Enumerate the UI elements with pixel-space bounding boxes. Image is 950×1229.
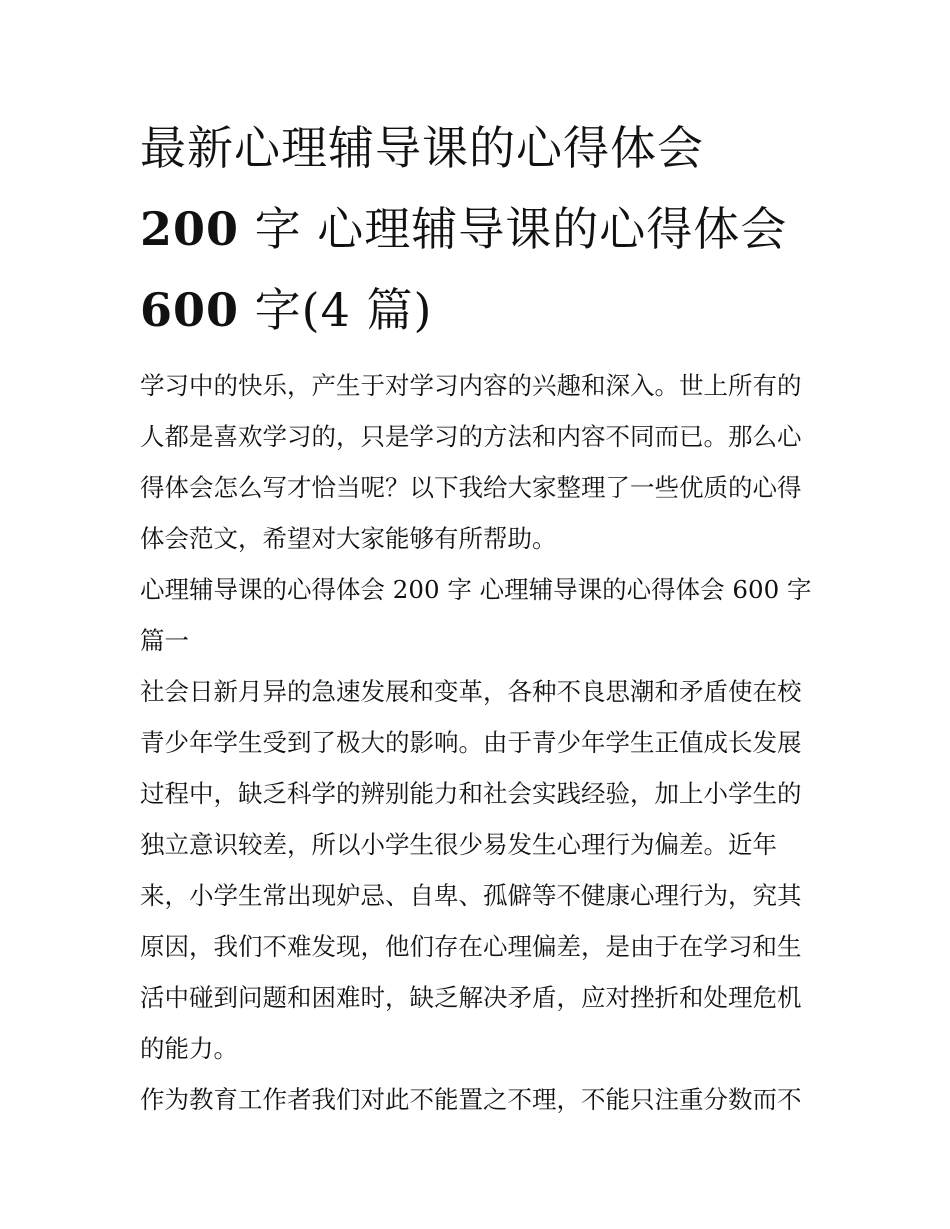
body-paragraph — [140, 666, 812, 1074]
text-line: 篇一 — [140, 626, 189, 655]
text-line: 的能力。 — [140, 1034, 238, 1063]
document-title — [140, 108, 812, 351]
text-line: 青少年学生受到了极大的影响。由于青少年学生正值成长发展 — [140, 728, 802, 757]
text-line: 独立意识较差，所以小学生很少易发生心理行为偏差。近年 — [140, 830, 777, 859]
text-line: 原因，我们不难发现，他们存在心理偏差，是由于在学习和生 — [140, 932, 802, 961]
text-line: 心理辅导课的心得体会 200 字 心理辅导课的心得体会 600 字 — [140, 575, 812, 604]
text-line: 学习中的快乐，产生于对学习内容的兴趣和深入。世上所有的 — [140, 371, 802, 400]
text-line: 人都是喜欢学习的，只是学习的方法和内容不同而已。那么心 — [140, 422, 802, 451]
section-subtitle — [140, 564, 812, 666]
text-line: 来，小学生常出现妒忌、自卑、孤僻等不健康心理行为，究其 — [140, 881, 802, 910]
intro-paragraph — [140, 360, 812, 564]
text-line: 活中碰到问题和困难时，缺乏解决矛盾，应对挫折和处理危机 — [140, 983, 802, 1012]
document-page — [140, 108, 812, 1125]
title-line: 600 字(4 篇) — [140, 283, 433, 337]
title-line: 200 字 心理辅导课的心得体会 — [140, 202, 788, 256]
text-line: 体会范文，希望对大家能够有所帮助。 — [140, 524, 557, 553]
text-line: 得体会怎么写才恰当呢？以下我给大家整理了一些优质的心得 — [140, 473, 802, 502]
title-line: 最新心理辅导课的心得体会 — [140, 121, 704, 175]
text-line: 作为教育工作者我们对此不能置之不理，不能只注重分数而不 — [140, 1085, 802, 1114]
text-line: 过程中，缺乏科学的辨别能力和社会实践经验，加上小学生的 — [140, 779, 802, 808]
text-line: 社会日新月异的急速发展和变革，各种不良思潮和矛盾使在校 — [140, 677, 802, 706]
body-paragraph — [140, 1074, 812, 1125]
